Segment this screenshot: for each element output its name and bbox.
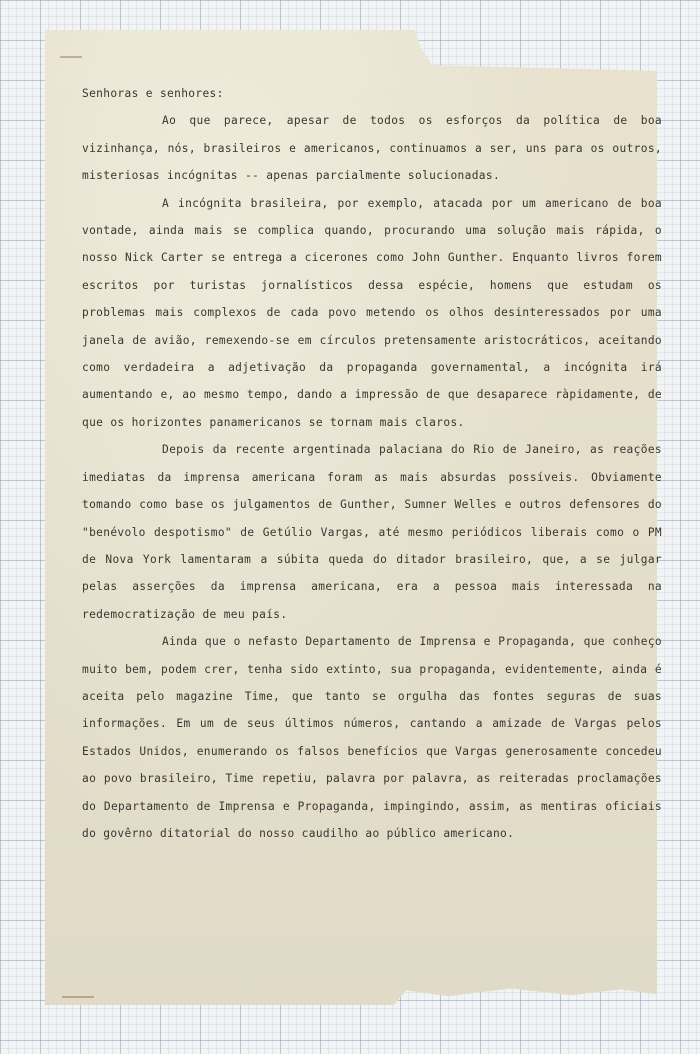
paragraph: A incógnita brasileira, por exemplo, atacada por um americano de boa vontade, ainda mais se complica quando, procurando uma solução mais rápida, o nosso Nick Carter se entrega a cicerones como John Gunther. Enquanto livros forem escritos por turistas jornalísticos dessa espécie, homens que estudam os problemas mais complexos de cada povo metendo os olhos desinteressados por uma janela de avião, remexendo-se em círculos pretensamente aristocráticos, aceitando como verdadeira a adjetivação da propaganda governamental, a incógnita irá aumentando e, ao mesmo tempo, dando a impressão de que desaparece ràpidamente, de que os horizontes panamericanos se tornam mais claros. (82, 196, 662, 429)
salutation: Senhoras e senhores: (82, 87, 224, 100)
paragraph: Ao que parece, apesar de todos os esforços da política de boa vizinhança, nós, brasileiros e americanos, continuamos a ser, uns para os outros, misteriosas incógnitas -- apenas parcialmente solucionadas. (82, 114, 662, 183)
paragraph: Ainda que o nefasto Departamento de Imprensa e Propaganda, que conheço muito bem, podem crer, tenha sido extinto, sua propaganda, evidentemente, ainda é aceita pelo magazine Time, que tanto se orgulha das fontes seguras de suas informações. Em um de seus últimos números, cantando a amizade de Vargas pelos Estados Unidos, enumerando os falsos benefícios que Vargas generosamente concedeu ao povo brasileiro, Time repetiu, palavra por palavra, as reiteradas proclamações do Departamento de Imprensa e Propaganda, impingindo, assim, as mentiras oficiais do govêrno ditatorial do nosso caudilho ao público americano. (82, 635, 662, 840)
letter-body (82, 80, 662, 847)
pencil-mark (60, 56, 82, 58)
paragraph: Depois da recente argentinada palaciana do Rio de Janeiro, as reações imediatas da imprensa americana foram as mais absurdas possíveis. Obviamente tomando como base os julgamentos de Gunther, Sumner Welles e outros defensores do "benévolo despotismo" de Getúlio Vargas, até mesmo periódicos liberais como o PM de Nova York lamentaram a súbita queda do ditador brasileiro, que, a se julgar pelas asserções da imprensa americana, era a pessoa mais interessada na redemocratização de meu país. (82, 443, 662, 621)
pencil-mark (62, 996, 94, 998)
